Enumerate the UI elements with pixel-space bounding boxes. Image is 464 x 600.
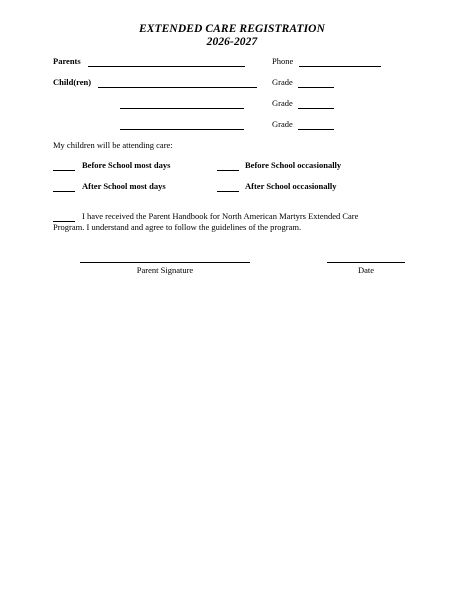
child-name-field-1[interactable] [98,87,257,88]
grade-label-1: Grade [272,77,293,87]
phone-label: Phone [272,56,294,66]
form-year: 2026-2027 [206,36,258,48]
parents-label: Parents [53,56,81,66]
before-occasional-checkline[interactable] [217,170,239,171]
before-occasional-label: Before School occasionally [245,160,342,170]
after-occasional-label: After School occasionally [245,181,337,191]
phone-field[interactable] [299,66,381,67]
grade-field-1[interactable] [298,87,334,88]
attending-intro: My children will be attending care: [53,140,173,150]
acknowledgement-line-2: Program. I understand and agree to follow the guidelines of the program. [53,222,302,232]
after-most-label: After School most days [82,181,166,191]
parent-signature-label: Parent Signature [136,265,194,275]
parent-signature-field[interactable] [80,262,250,263]
date-field[interactable] [327,262,405,263]
grade-field-3[interactable] [298,129,334,130]
before-most-checkline[interactable] [53,170,75,171]
after-most-checkline[interactable] [53,191,75,192]
after-occasional-checkline[interactable] [217,191,239,192]
parents-field[interactable] [88,66,245,67]
grade-label-2: Grade [272,98,293,108]
form-title: EXTENDED CARE REGISTRATION [138,23,325,35]
child-name-field-2[interactable] [120,108,244,109]
grade-label-3: Grade [272,119,293,129]
date-label: Date [357,265,375,275]
child-name-field-3[interactable] [120,129,244,130]
acknowledgement-line-1: I have received the Parent Handbook for North American Martyrs Extended Care [82,211,359,221]
grade-field-2[interactable] [298,108,334,109]
before-most-label: Before School most days [82,160,171,170]
children-label: Child(ren) [53,77,92,87]
